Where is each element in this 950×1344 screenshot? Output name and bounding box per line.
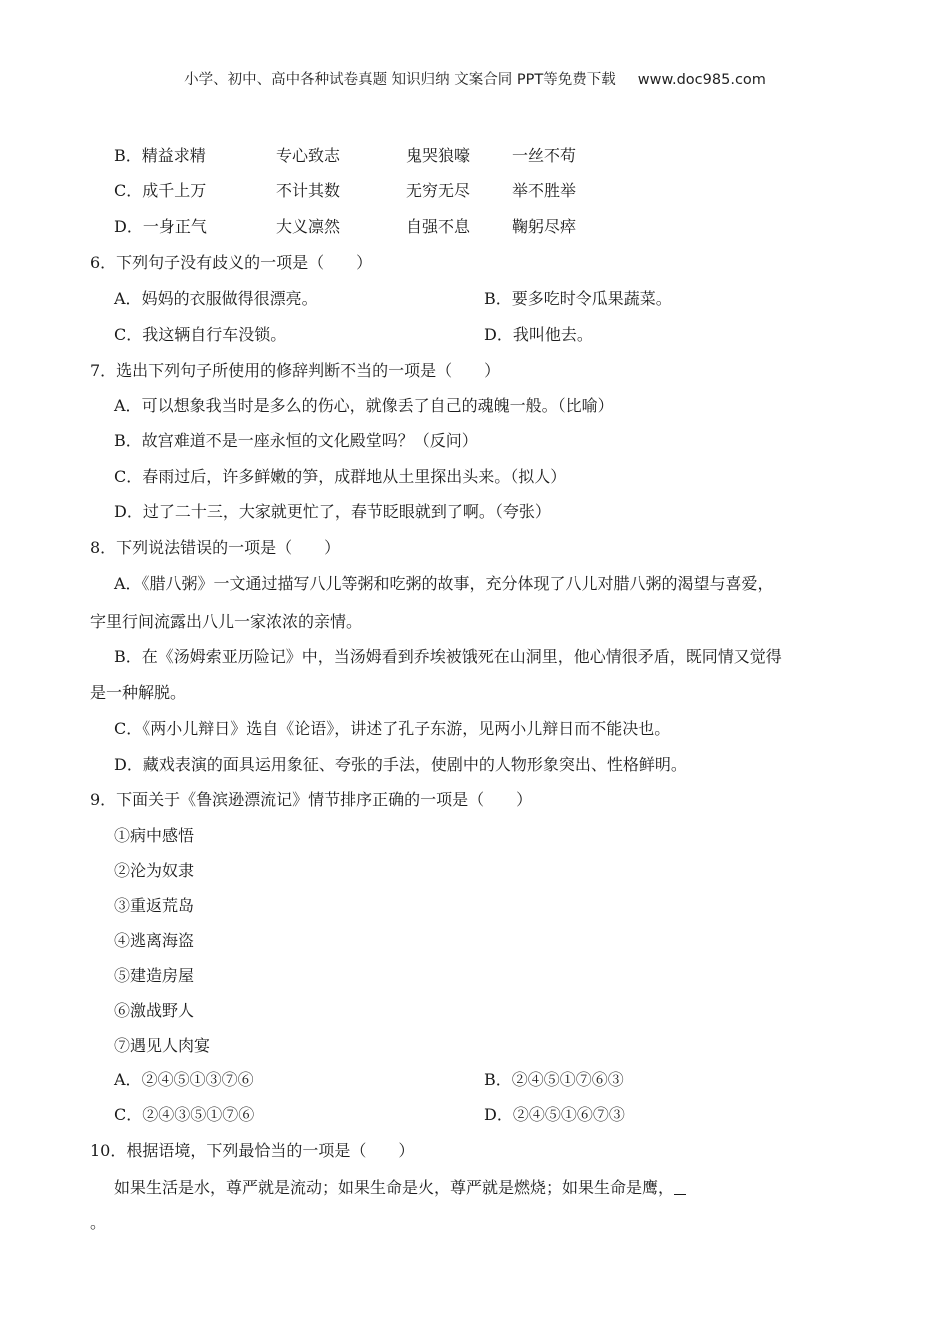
q6-option-a: A．妈妈的衣服做得很漂亮。 (114, 289, 318, 308)
q5-c-item-2: 不计其数 (276, 181, 341, 200)
q8-option-b-line2: 是一种解脱。 (90, 683, 187, 702)
q8-option-b-line1: B．在《汤姆索亚历险记》中，当汤姆看到乔埃被饿死在山洞里，他心情很矛盾，既同情又觉得 (114, 647, 782, 666)
q9-event: ⑦遇见人肉宴 (114, 1036, 211, 1055)
q7-option-c: C．春雨过后，许多鲜嫩的笋，成群地从土里探出头来。（拟人） (114, 467, 567, 486)
q9-event: ②沦为奴隶 (114, 861, 195, 880)
answer-blank[interactable] (674, 1178, 686, 1195)
q9-option-a: A．②④⑤①③⑦⑥ (114, 1070, 254, 1089)
q9-stem: 9．下面关于《鲁滨逊漂流记》情节排序正确的一项是（ ） (90, 790, 533, 809)
q8-option-a-line2: 字里行间流露出八儿一家浓浓的亲情。 (90, 612, 363, 631)
q7-option-d: D．过了二十三，大家就更忙了，春节眨眼就到了啊。（夸张） (114, 502, 551, 521)
q8-stem: 8．下列说法错误的一项是（ ） (90, 538, 341, 557)
q8-option-c: C．《两小儿辩日》选自《论语》，讲述了孔子东游，见两小儿辩日而不能决也。 (114, 719, 671, 738)
q6-option-b: B．要多吃时令瓜果蔬菜。 (484, 289, 672, 308)
header-url[interactable]: www.doc985.com (637, 72, 766, 88)
q5-b-item-2: 专心致志 (276, 146, 341, 165)
q9-event: ⑥激战野人 (114, 1001, 195, 1020)
q9-event: ①病中感悟 (114, 826, 195, 845)
q5-option-b: B．精益求精 (114, 146, 206, 165)
page-header (0, 68, 950, 89)
q9-option-b: B．②④⑤①⑦⑥③ (484, 1070, 624, 1089)
q6-option-d: D．我叫他去。 (484, 325, 593, 344)
q6-stem: 6．下列句子没有歧义的一项是（ ） (90, 253, 373, 272)
q8-option-a-line1: A．《腊八粥》一文通过描写八儿等粥和吃粥的故事，充分体现了八儿对腊八粥的渴望与喜爱， (114, 574, 774, 593)
q5-option-d: D．一身正气 (114, 217, 207, 236)
q9-option-d: D．②④⑤①⑥⑦③ (484, 1105, 625, 1124)
q7-option-a: A．可以想象我当时是多么的伤心，就像丢了自己的魂魄一般。（比喻） (114, 396, 614, 415)
q5-c-item-3: 无穷无尽 (406, 181, 471, 200)
q6-option-c: C．我这辆自行车没锁。 (114, 325, 287, 344)
q5-c-item-4: 举不胜举 (512, 181, 577, 200)
q10-end: 。 (90, 1213, 107, 1232)
q9-event: ③重返荒岛 (114, 896, 195, 915)
q5-d-item-4: 鞠躬尽瘁 (512, 217, 577, 236)
q10-body: 如果生活是水，尊严就是流动；如果生命是火，尊严就是燃烧；如果生命是鹰， (114, 1177, 686, 1199)
q8-option-d: D．藏戏表演的面具运用象征、夸张的手法，使剧中的人物形象突出、性格鲜明。 (114, 755, 687, 774)
header-text: 小学、初中、高中各种试卷真题 知识归纳 文案合同 PPT等免费下载 (184, 72, 616, 88)
q5-b-item-4: 一丝不苟 (512, 146, 577, 165)
q7-option-b: B．故宫难道不是一座永恒的文化殿堂吗？（反问） (114, 431, 478, 450)
q9-event: ⑤建造房屋 (114, 966, 195, 985)
q9-event: ④逃离海盗 (114, 931, 195, 950)
q10-stem: 10．根据语境，下列最恰当的一项是（ ） (90, 1141, 415, 1160)
q5-b-item-3: 鬼哭狼嚎 (406, 146, 471, 165)
q5-d-item-2: 大义凛然 (276, 217, 341, 236)
q5-d-item-3: 自强不息 (406, 217, 471, 236)
q5-option-c: C．成千上万 (114, 181, 207, 200)
q9-option-c: C．②④③⑤①⑦⑥ (114, 1105, 255, 1124)
q7-stem: 7．选出下列句子所使用的修辞判断不当的一项是（ ） (90, 361, 501, 380)
